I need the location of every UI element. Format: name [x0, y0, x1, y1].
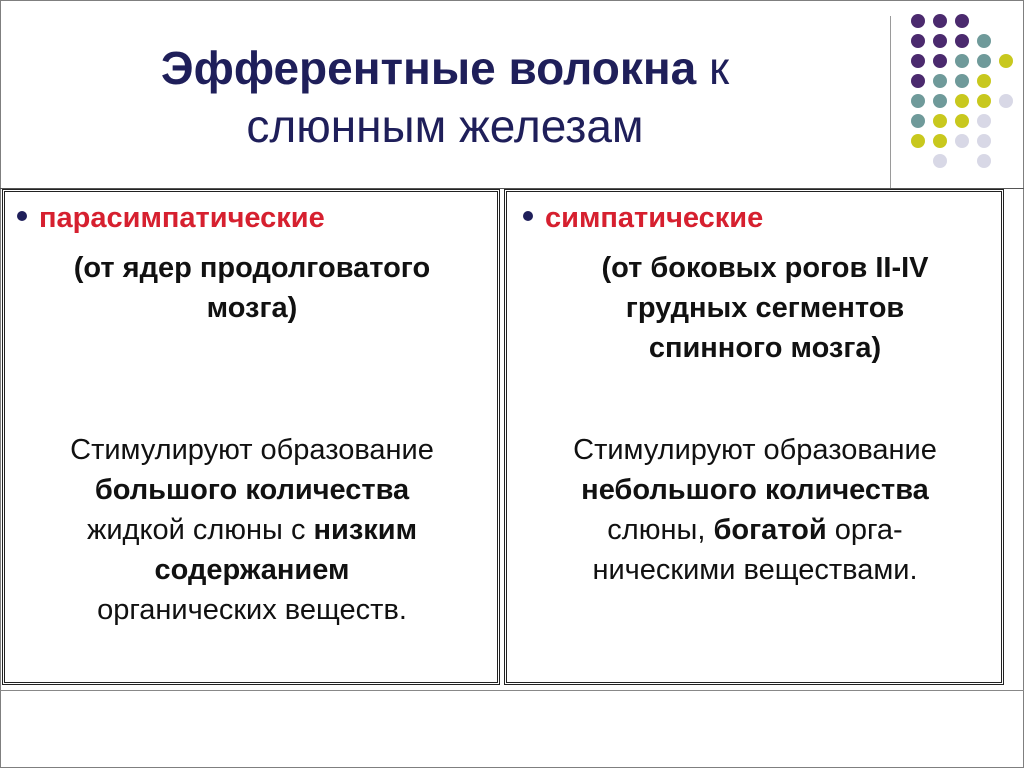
deco-dot: [955, 134, 969, 148]
origin-line: (от ядер продолговатого: [73, 252, 431, 284]
deco-dot: [911, 94, 925, 108]
deco-dot: [933, 34, 947, 48]
deco-dot: [911, 114, 925, 128]
parasympathetic-heading-text: парасимпатические: [39, 202, 325, 234]
slide-title: [161, 39, 729, 155]
title-area: [0, 0, 890, 186]
parasympathetic-cell: [2, 189, 500, 685]
deco-dot: [911, 134, 925, 148]
effect-line: слюны,: [607, 514, 714, 546]
title-normal-part: к: [696, 42, 730, 94]
deco-dot: [977, 114, 991, 128]
deco-dot: [955, 74, 969, 88]
sympathetic-heading: [523, 202, 763, 235]
sympathetic-origin: [535, 248, 995, 368]
bullet-icon: [523, 211, 533, 221]
deco-dot: [999, 54, 1013, 68]
parasympathetic-origin: [13, 248, 491, 328]
decorative-dot-grid: [905, 14, 1005, 164]
origin-line: спинного мозга): [648, 332, 882, 364]
comparison-table: [0, 189, 1006, 689]
deco-dot: [955, 54, 969, 68]
deco-dot: [977, 134, 991, 148]
deco-dot: [933, 14, 947, 28]
deco-dot: [911, 34, 925, 48]
deco-dot: [933, 74, 947, 88]
deco-dot: [955, 34, 969, 48]
origin-line: мозга): [206, 292, 298, 324]
effect-bold: небольшого количества: [581, 474, 929, 506]
deco-dot: [955, 14, 969, 28]
origin-line: (от боковых рогов II-IV: [601, 252, 929, 284]
parasympathetic-heading: [17, 202, 325, 235]
deco-dot: [955, 94, 969, 108]
effect-line: жидкой слюны с: [86, 514, 314, 546]
effect-line: Стимулируют образование: [573, 434, 937, 466]
title-bold-part: Эфферентные волокна: [160, 42, 697, 94]
deco-dot: [977, 74, 991, 88]
deco-dot: [933, 154, 947, 168]
effect-bold: большого количества: [94, 474, 410, 506]
sympathetic-heading-text: симпатические: [545, 202, 764, 234]
deco-dot: [999, 94, 1013, 108]
deco-dot: [911, 54, 925, 68]
title-divider-vertical: [890, 16, 891, 188]
sympathetic-effect: [505, 430, 1005, 590]
deco-dot: [911, 74, 925, 88]
title-line2: слюнным железам: [246, 100, 644, 152]
effect-line: Стимулируют образование: [70, 434, 434, 466]
effect-line: ническими веществами.: [592, 554, 918, 586]
sympathetic-cell: [504, 189, 1004, 685]
deco-dot: [933, 94, 947, 108]
bottom-divider: [0, 690, 1024, 691]
deco-dot: [977, 94, 991, 108]
deco-dot: [933, 54, 947, 68]
effect-bold: низким: [313, 514, 418, 546]
deco-dot: [977, 154, 991, 168]
deco-dot: [933, 134, 947, 148]
deco-dot: [977, 54, 991, 68]
deco-dot: [977, 34, 991, 48]
deco-dot: [955, 114, 969, 128]
effect-line: орга-: [826, 514, 903, 546]
effect-bold: богатой: [713, 514, 827, 546]
parasympathetic-effect: [3, 430, 501, 630]
effect-bold: содержанием: [154, 554, 350, 586]
origin-line: грудных сегментов: [625, 292, 905, 324]
bullet-icon: [17, 211, 27, 221]
deco-dot: [911, 14, 925, 28]
effect-line: органических веществ.: [97, 594, 407, 626]
deco-dot: [933, 114, 947, 128]
